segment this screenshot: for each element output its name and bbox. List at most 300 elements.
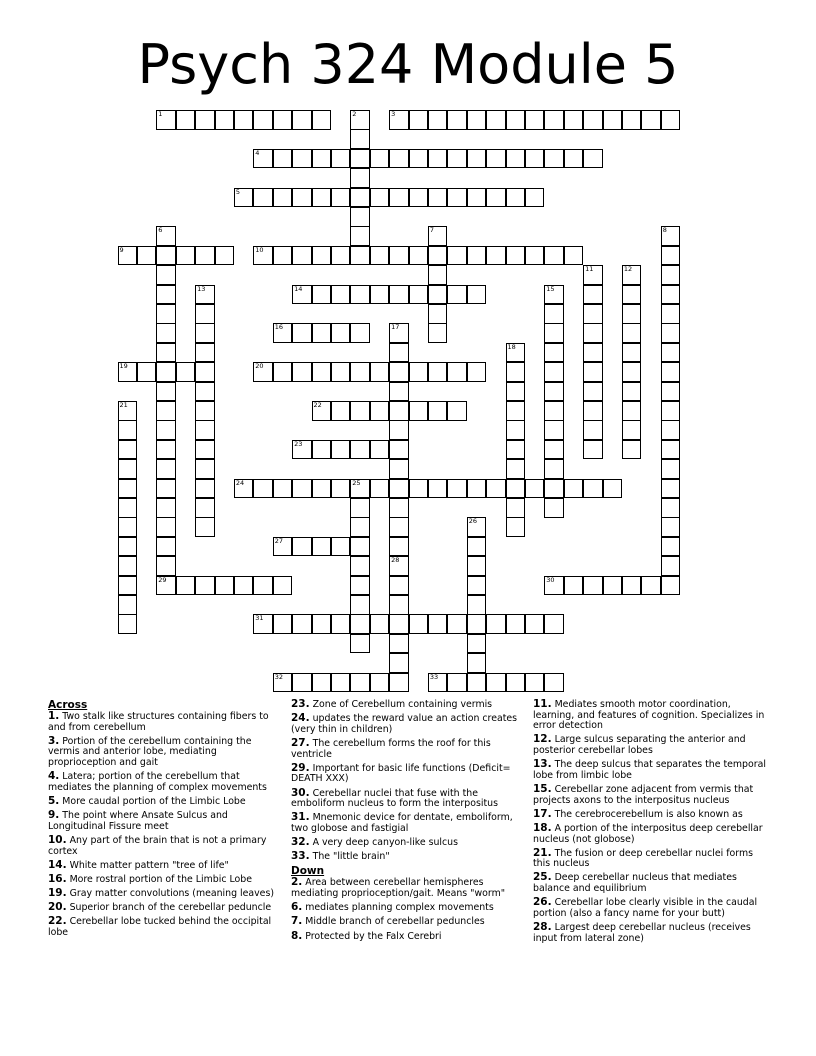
grid-cell[interactable] <box>215 246 235 266</box>
grid-cell[interactable] <box>176 246 196 266</box>
grid-cell[interactable] <box>118 595 138 615</box>
grid-cell[interactable] <box>544 304 564 324</box>
grid-cell[interactable] <box>467 595 487 615</box>
grid-cell[interactable] <box>661 362 681 382</box>
grid-cell[interactable] <box>409 362 429 382</box>
grid-cell[interactable] <box>409 110 429 130</box>
grid-cell[interactable] <box>544 576 564 596</box>
grid-cell[interactable] <box>118 401 138 421</box>
grid-cell[interactable] <box>350 246 370 266</box>
grid-cell[interactable] <box>583 265 603 285</box>
grid-cell[interactable] <box>350 285 370 305</box>
grid-cell[interactable] <box>389 420 409 440</box>
grid-cell[interactable] <box>447 149 467 169</box>
grid-cell[interactable] <box>389 537 409 557</box>
grid-cell[interactable] <box>506 149 526 169</box>
grid-cell[interactable] <box>409 479 429 499</box>
grid-cell[interactable] <box>506 110 526 130</box>
grid-cell[interactable] <box>544 401 564 421</box>
grid-cell[interactable] <box>156 459 176 479</box>
grid-cell[interactable] <box>409 614 429 634</box>
grid-cell[interactable] <box>156 576 176 596</box>
grid-cell[interactable] <box>661 285 681 305</box>
grid-cell[interactable] <box>447 614 467 634</box>
grid-cell[interactable] <box>156 537 176 557</box>
grid-cell[interactable] <box>506 401 526 421</box>
grid-cell[interactable] <box>467 110 487 130</box>
grid-cell[interactable] <box>312 614 332 634</box>
grid-cell[interactable] <box>389 188 409 208</box>
grid-cell[interactable] <box>389 673 409 693</box>
grid-cell[interactable] <box>661 110 681 130</box>
grid-cell[interactable] <box>409 401 429 421</box>
grid-cell[interactable] <box>331 614 351 634</box>
grid-cell[interactable] <box>389 149 409 169</box>
grid-cell[interactable] <box>118 459 138 479</box>
grid-cell[interactable] <box>370 285 390 305</box>
grid-cell[interactable] <box>428 149 448 169</box>
grid-cell[interactable] <box>506 382 526 402</box>
grid-cell[interactable] <box>389 576 409 596</box>
grid-cell[interactable] <box>583 343 603 363</box>
grid-cell[interactable] <box>661 246 681 266</box>
grid-cell[interactable] <box>312 285 332 305</box>
grid-cell[interactable] <box>176 576 196 596</box>
grid-cell[interactable] <box>583 304 603 324</box>
grid-cell[interactable] <box>350 188 370 208</box>
grid-cell[interactable] <box>312 323 332 343</box>
grid-cell[interactable] <box>195 246 215 266</box>
grid-cell[interactable] <box>661 440 681 460</box>
grid-cell[interactable] <box>389 459 409 479</box>
grid-cell[interactable] <box>312 188 332 208</box>
grid-cell[interactable] <box>389 362 409 382</box>
grid-cell[interactable] <box>195 498 215 518</box>
grid-cell[interactable] <box>409 246 429 266</box>
grid-cell[interactable] <box>234 479 254 499</box>
grid-cell[interactable] <box>118 498 138 518</box>
grid-cell[interactable] <box>661 382 681 402</box>
grid-cell[interactable] <box>331 285 351 305</box>
grid-cell[interactable] <box>525 614 545 634</box>
grid-cell[interactable] <box>273 537 293 557</box>
grid-cell[interactable] <box>525 673 545 693</box>
grid-cell[interactable] <box>312 401 332 421</box>
grid-cell[interactable] <box>583 440 603 460</box>
grid-cell[interactable] <box>583 382 603 402</box>
grid-cell[interactable] <box>312 537 332 557</box>
grid-cell[interactable] <box>350 517 370 537</box>
grid-cell[interactable] <box>467 149 487 169</box>
grid-cell[interactable] <box>486 479 506 499</box>
grid-cell[interactable] <box>195 343 215 363</box>
grid-cell[interactable] <box>641 110 661 130</box>
grid-cell[interactable] <box>118 576 138 596</box>
grid-cell[interactable] <box>253 188 273 208</box>
grid-cell[interactable] <box>195 323 215 343</box>
grid-cell[interactable] <box>583 576 603 596</box>
grid-cell[interactable] <box>486 614 506 634</box>
grid-cell[interactable] <box>156 110 176 130</box>
grid-cell[interactable] <box>331 479 351 499</box>
grid-cell[interactable] <box>506 673 526 693</box>
grid-cell[interactable] <box>350 129 370 149</box>
grid-cell[interactable] <box>525 188 545 208</box>
grid-cell[interactable] <box>583 479 603 499</box>
grid-cell[interactable] <box>331 537 351 557</box>
grid-cell[interactable] <box>118 420 138 440</box>
grid-cell[interactable] <box>156 420 176 440</box>
grid-cell[interactable] <box>389 653 409 673</box>
grid-cell[interactable] <box>622 285 642 305</box>
grid-cell[interactable] <box>486 673 506 693</box>
grid-cell[interactable] <box>525 110 545 130</box>
grid-cell[interactable] <box>370 188 390 208</box>
grid-cell[interactable] <box>350 401 370 421</box>
grid-cell[interactable] <box>544 343 564 363</box>
grid-cell[interactable] <box>292 246 312 266</box>
grid-cell[interactable] <box>389 401 409 421</box>
grid-cell[interactable] <box>447 110 467 130</box>
grid-cell[interactable] <box>234 576 254 596</box>
grid-cell[interactable] <box>215 576 235 596</box>
grid-cell[interactable] <box>661 226 681 246</box>
grid-cell[interactable] <box>253 479 273 499</box>
grid-cell[interactable] <box>544 420 564 440</box>
grid-cell[interactable] <box>253 110 273 130</box>
grid-cell[interactable] <box>583 420 603 440</box>
grid-cell[interactable] <box>544 614 564 634</box>
grid-cell[interactable] <box>389 614 409 634</box>
grid-cell[interactable] <box>603 479 623 499</box>
grid-cell[interactable] <box>215 110 235 130</box>
grid-cell[interactable] <box>506 459 526 479</box>
grid-cell[interactable] <box>661 459 681 479</box>
grid-cell[interactable] <box>312 149 332 169</box>
grid-cell[interactable] <box>156 362 176 382</box>
grid-cell[interactable] <box>156 246 176 266</box>
grid-cell[interactable] <box>137 246 157 266</box>
grid-cell[interactable] <box>118 517 138 537</box>
grid-cell[interactable] <box>331 188 351 208</box>
grid-cell[interactable] <box>506 479 526 499</box>
grid-cell[interactable] <box>486 149 506 169</box>
grid-cell[interactable] <box>350 634 370 654</box>
grid-cell[interactable] <box>428 479 448 499</box>
grid-cell[interactable] <box>312 440 332 460</box>
grid-cell[interactable] <box>544 498 564 518</box>
grid-cell[interactable] <box>273 362 293 382</box>
grid-cell[interactable] <box>312 110 332 130</box>
grid-cell[interactable] <box>486 110 506 130</box>
grid-cell[interactable] <box>583 285 603 305</box>
grid-cell[interactable] <box>428 110 448 130</box>
grid-cell[interactable] <box>506 246 526 266</box>
grid-cell[interactable] <box>641 576 661 596</box>
grid-cell[interactable] <box>544 673 564 693</box>
grid-cell[interactable] <box>525 246 545 266</box>
grid-cell[interactable] <box>350 168 370 188</box>
grid-cell[interactable] <box>506 420 526 440</box>
grid-cell[interactable] <box>118 440 138 460</box>
grid-cell[interactable] <box>350 479 370 499</box>
grid-cell[interactable] <box>428 673 448 693</box>
grid-cell[interactable] <box>428 285 448 305</box>
grid-cell[interactable] <box>156 498 176 518</box>
grid-cell[interactable] <box>370 401 390 421</box>
grid-cell[interactable] <box>428 265 448 285</box>
grid-cell[interactable] <box>544 149 564 169</box>
grid-cell[interactable] <box>622 440 642 460</box>
grid-cell[interactable] <box>467 634 487 654</box>
grid-cell[interactable] <box>331 673 351 693</box>
grid-cell[interactable] <box>486 246 506 266</box>
grid-cell[interactable] <box>156 265 176 285</box>
grid-cell[interactable] <box>544 479 564 499</box>
grid-cell[interactable] <box>292 479 312 499</box>
grid-cell[interactable] <box>273 479 293 499</box>
grid-cell[interactable] <box>467 556 487 576</box>
grid-cell[interactable] <box>622 110 642 130</box>
grid-cell[interactable] <box>195 401 215 421</box>
grid-cell[interactable] <box>273 110 293 130</box>
grid-cell[interactable] <box>350 323 370 343</box>
grid-cell[interactable] <box>447 246 467 266</box>
grid-cell[interactable] <box>467 653 487 673</box>
grid-cell[interactable] <box>370 246 390 266</box>
grid-cell[interactable] <box>564 576 584 596</box>
grid-cell[interactable] <box>544 285 564 305</box>
grid-cell[interactable] <box>253 246 273 266</box>
grid-cell[interactable] <box>195 420 215 440</box>
grid-cell[interactable] <box>156 285 176 305</box>
grid-cell[interactable] <box>428 401 448 421</box>
grid-cell[interactable] <box>467 188 487 208</box>
grid-cell[interactable] <box>273 149 293 169</box>
grid-cell[interactable] <box>350 110 370 130</box>
grid-cell[interactable] <box>370 673 390 693</box>
grid-cell[interactable] <box>195 576 215 596</box>
grid-cell[interactable] <box>292 614 312 634</box>
grid-cell[interactable] <box>467 246 487 266</box>
grid-cell[interactable] <box>506 440 526 460</box>
grid-cell[interactable] <box>273 673 293 693</box>
grid-cell[interactable] <box>156 304 176 324</box>
grid-cell[interactable] <box>273 576 293 596</box>
grid-cell[interactable] <box>137 362 157 382</box>
grid-cell[interactable] <box>661 517 681 537</box>
grid-cell[interactable] <box>661 576 681 596</box>
grid-cell[interactable] <box>195 459 215 479</box>
grid-cell[interactable] <box>564 479 584 499</box>
grid-cell[interactable] <box>622 323 642 343</box>
grid-cell[interactable] <box>389 343 409 363</box>
grid-cell[interactable] <box>195 382 215 402</box>
grid-cell[interactable] <box>195 285 215 305</box>
grid-cell[interactable] <box>292 362 312 382</box>
grid-cell[interactable] <box>544 246 564 266</box>
grid-cell[interactable] <box>118 537 138 557</box>
grid-cell[interactable] <box>118 556 138 576</box>
grid-cell[interactable] <box>661 304 681 324</box>
grid-cell[interactable] <box>467 517 487 537</box>
grid-cell[interactable] <box>389 595 409 615</box>
grid-cell[interactable] <box>583 149 603 169</box>
grid-cell[interactable] <box>389 517 409 537</box>
grid-cell[interactable] <box>273 188 293 208</box>
grid-cell[interactable] <box>661 556 681 576</box>
grid-cell[interactable] <box>118 246 138 266</box>
grid-cell[interactable] <box>253 149 273 169</box>
grid-cell[interactable] <box>447 479 467 499</box>
grid-cell[interactable] <box>389 323 409 343</box>
grid-cell[interactable] <box>428 323 448 343</box>
grid-cell[interactable] <box>603 576 623 596</box>
grid-cell[interactable] <box>389 382 409 402</box>
grid-cell[interactable] <box>622 343 642 363</box>
grid-cell[interactable] <box>428 362 448 382</box>
grid-cell[interactable] <box>525 149 545 169</box>
grid-cell[interactable] <box>292 149 312 169</box>
grid-cell[interactable] <box>506 343 526 363</box>
grid-cell[interactable] <box>350 673 370 693</box>
grid-cell[interactable] <box>350 498 370 518</box>
grid-cell[interactable] <box>350 556 370 576</box>
grid-cell[interactable] <box>564 110 584 130</box>
grid-cell[interactable] <box>661 343 681 363</box>
grid-cell[interactable] <box>389 634 409 654</box>
grid-cell[interactable] <box>331 246 351 266</box>
grid-cell[interactable] <box>156 401 176 421</box>
grid-cell[interactable] <box>622 382 642 402</box>
grid-cell[interactable] <box>447 285 467 305</box>
grid-cell[interactable] <box>389 246 409 266</box>
grid-cell[interactable] <box>409 188 429 208</box>
grid-cell[interactable] <box>622 362 642 382</box>
grid-cell[interactable] <box>428 226 448 246</box>
grid-cell[interactable] <box>350 614 370 634</box>
grid-cell[interactable] <box>350 537 370 557</box>
grid-cell[interactable] <box>544 459 564 479</box>
grid-cell[interactable] <box>370 614 390 634</box>
grid-cell[interactable] <box>467 576 487 596</box>
grid-cell[interactable] <box>350 576 370 596</box>
grid-cell[interactable] <box>253 576 273 596</box>
grid-cell[interactable] <box>370 362 390 382</box>
grid-cell[interactable] <box>544 362 564 382</box>
grid-cell[interactable] <box>661 498 681 518</box>
grid-cell[interactable] <box>428 304 448 324</box>
grid-cell[interactable] <box>156 323 176 343</box>
grid-cell[interactable] <box>156 226 176 246</box>
grid-cell[interactable] <box>118 614 138 634</box>
grid-cell[interactable] <box>389 110 409 130</box>
grid-cell[interactable] <box>622 576 642 596</box>
grid-cell[interactable] <box>292 537 312 557</box>
grid-cell[interactable] <box>389 556 409 576</box>
grid-cell[interactable] <box>428 188 448 208</box>
grid-cell[interactable] <box>350 149 370 169</box>
grid-cell[interactable] <box>253 362 273 382</box>
grid-cell[interactable] <box>195 304 215 324</box>
grid-cell[interactable] <box>195 517 215 537</box>
grid-cell[interactable] <box>195 479 215 499</box>
grid-cell[interactable] <box>661 479 681 499</box>
grid-cell[interactable] <box>195 440 215 460</box>
grid-cell[interactable] <box>622 401 642 421</box>
grid-cell[interactable] <box>661 323 681 343</box>
grid-cell[interactable] <box>292 188 312 208</box>
grid-cell[interactable] <box>544 110 564 130</box>
grid-cell[interactable] <box>544 440 564 460</box>
grid-cell[interactable] <box>312 673 332 693</box>
grid-cell[interactable] <box>234 110 254 130</box>
grid-cell[interactable] <box>370 149 390 169</box>
grid-cell[interactable] <box>447 362 467 382</box>
grid-cell[interactable] <box>331 401 351 421</box>
grid-cell[interactable] <box>273 246 293 266</box>
grid-cell[interactable] <box>195 110 215 130</box>
grid-cell[interactable] <box>273 323 293 343</box>
grid-cell[interactable] <box>661 537 681 557</box>
grid-cell[interactable] <box>467 673 487 693</box>
grid-cell[interactable] <box>292 440 312 460</box>
grid-cell[interactable] <box>176 110 196 130</box>
grid-cell[interactable] <box>506 498 526 518</box>
grid-cell[interactable] <box>564 246 584 266</box>
grid-cell[interactable] <box>622 265 642 285</box>
grid-cell[interactable] <box>506 517 526 537</box>
grid-cell[interactable] <box>428 246 448 266</box>
grid-cell[interactable] <box>350 226 370 246</box>
grid-cell[interactable] <box>292 110 312 130</box>
grid-cell[interactable] <box>583 362 603 382</box>
grid-cell[interactable] <box>312 479 332 499</box>
grid-cell[interactable] <box>447 188 467 208</box>
grid-cell[interactable] <box>447 401 467 421</box>
grid-cell[interactable] <box>661 401 681 421</box>
grid-cell[interactable] <box>253 614 273 634</box>
grid-cell[interactable] <box>118 362 138 382</box>
grid-cell[interactable] <box>467 614 487 634</box>
grid-cell[interactable] <box>583 323 603 343</box>
grid-cell[interactable] <box>292 323 312 343</box>
grid-cell[interactable] <box>467 362 487 382</box>
grid-cell[interactable] <box>428 614 448 634</box>
grid-cell[interactable] <box>389 285 409 305</box>
grid-cell[interactable] <box>350 207 370 227</box>
grid-cell[interactable] <box>389 479 409 499</box>
grid-cell[interactable] <box>544 382 564 402</box>
grid-cell[interactable] <box>467 537 487 557</box>
grid-cell[interactable] <box>156 440 176 460</box>
grid-cell[interactable] <box>622 304 642 324</box>
grid-cell[interactable] <box>661 265 681 285</box>
grid-cell[interactable] <box>661 420 681 440</box>
grid-cell[interactable] <box>331 323 351 343</box>
grid-cell[interactable] <box>312 246 332 266</box>
grid-cell[interactable] <box>156 479 176 499</box>
grid-cell[interactable] <box>273 614 293 634</box>
grid-cell[interactable] <box>583 110 603 130</box>
grid-cell[interactable] <box>234 188 254 208</box>
grid-cell[interactable] <box>603 110 623 130</box>
grid-cell[interactable] <box>331 362 351 382</box>
grid-cell[interactable] <box>525 479 545 499</box>
grid-cell[interactable] <box>409 285 429 305</box>
grid-cell[interactable] <box>467 285 487 305</box>
grid-cell[interactable] <box>583 401 603 421</box>
